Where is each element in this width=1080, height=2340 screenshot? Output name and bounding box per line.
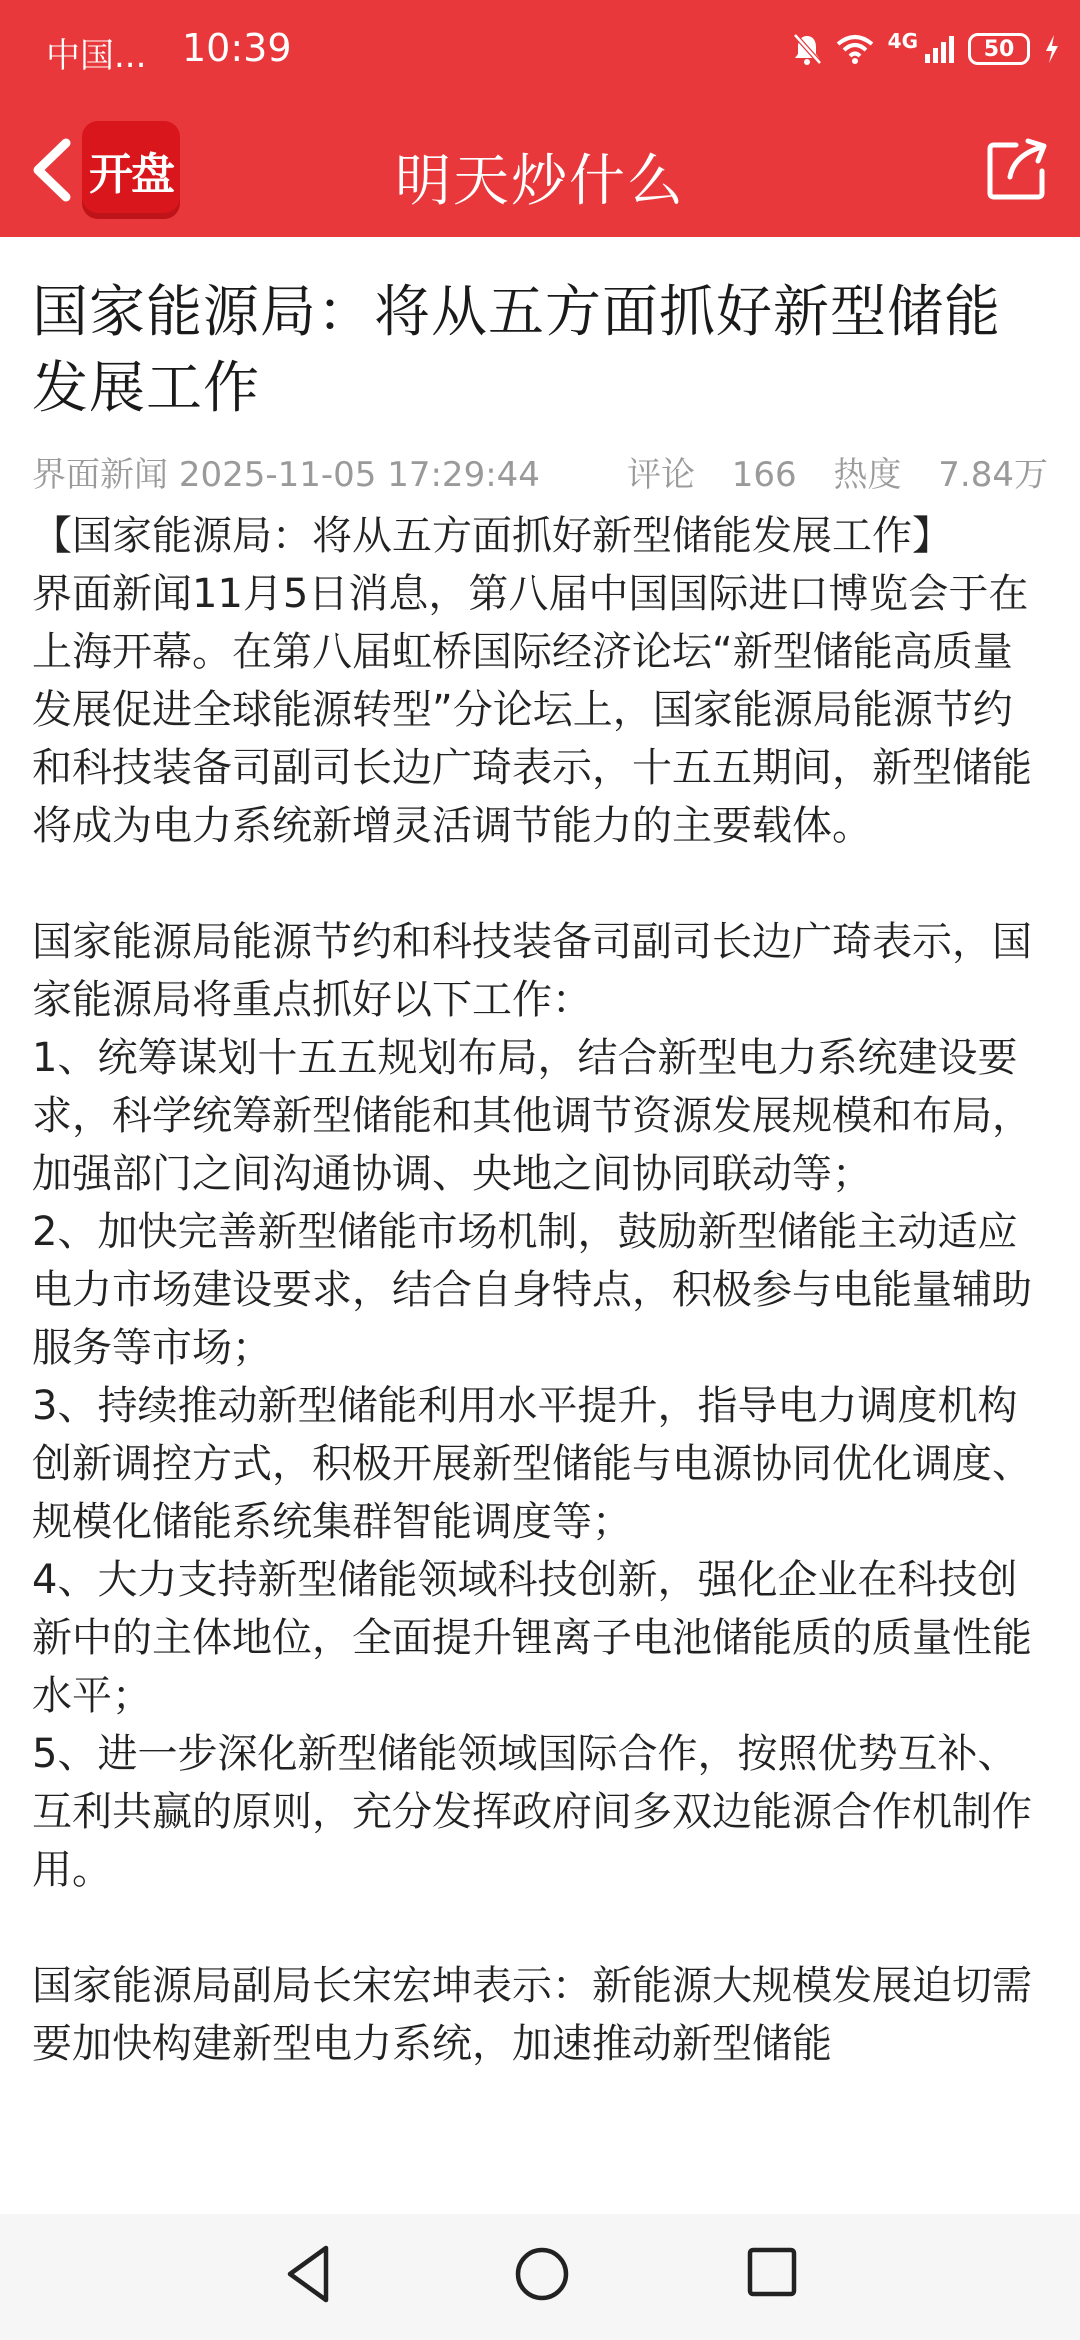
network-type-label: 4G <box>887 29 918 53</box>
article-paragraph: 2、加快完善新型储能市场机制，鼓励新型储能主动适应电力市场建设要求，结合自身特点，积极参与电能量辅助服务等市场； <box>32 1209 1032 1371</box>
mute-icon <box>792 32 822 66</box>
article-paragraph: 3、持续推动新型储能利用水平提升，指导电力调度机构创新调控方式，积极开展新型储能与电源协同优化调度、规模化储能系统集群智能调度等； <box>32 1383 1032 1545</box>
article-datetime: 2025-11-05 17:29:44 <box>178 454 540 495</box>
article-paragraph: 【国家能源局：将从五方面抓好新型储能发展工作】 <box>32 513 952 559</box>
logo-text: 开盘 <box>89 149 173 200</box>
paragraph-gap <box>32 1899 1048 1957</box>
heat-label: 热度 <box>833 454 902 495</box>
signal-icon <box>924 34 954 64</box>
app-header <box>0 105 1080 237</box>
article-paragraph: 国家能源局副局长宋宏坤表示：新能源大规模发展迫切需要加快构建新型电力系统，加速推动新型储能 <box>32 1963 1032 2067</box>
heat-number: 7.84万 <box>938 454 1048 495</box>
article-title: 国家能源局：将从五方面抓好新型储能发展工作 <box>32 280 1001 421</box>
nav-back-icon[interactable] <box>280 2242 340 2306</box>
article-meta <box>32 445 1048 497</box>
system-nav-bar <box>0 2214 1080 2340</box>
share-icon[interactable] <box>986 137 1050 201</box>
meta-right <box>627 447 1048 496</box>
article-source: 界面新闻 <box>32 454 168 495</box>
wifi-icon <box>836 34 874 64</box>
comments-value: 166 <box>731 454 797 495</box>
nav-home-icon[interactable] <box>512 2244 572 2304</box>
status-bar <box>0 0 1080 105</box>
article <box>32 237 1048 2214</box>
article-body <box>32 507 1048 2073</box>
article-paragraph: 5、进一步深化新型储能领域国际合作，按照优势互补、互利共赢的原则，充分发挥政府间多双边能源合作机制作用。 <box>32 1731 1032 1893</box>
meta-left <box>32 447 540 496</box>
paragraph-gap <box>32 855 1048 913</box>
nav-recent-icon[interactable] <box>746 2246 798 2298</box>
clock: 10:39 <box>182 26 292 70</box>
article-paragraph: 国家能源局能源节约和科技装备司副司长边广琦表示，国家能源局将重点抓好以下工作： <box>32 919 1032 1023</box>
charging-icon <box>1044 34 1060 64</box>
status-icons <box>792 26 1060 72</box>
article-paragraph: 1、统筹谋划十五五规划布局，结合新型电力系统建设要求，科学统筹新型储能和其他调节资源发展规模和布局，加强部门之间沟通协调、央地之间协同联动等； <box>32 1035 1032 1197</box>
heat-value <box>833 455 1048 495</box>
carrier-label: 中国... <box>46 36 147 76</box>
article-paragraph: 界面新闻11月5日消息，第八届中国国际进口博览会于在上海开幕。在第八届虹桥国际经济论坛“新型储能高质量发展促进全球能源转型”分论坛上，国家能源局能源节约和科技装备司副司长边广琦表示，十五五期间，新型储能将成为电力系统新增灵活调节能力的主要载体。 <box>32 571 1032 849</box>
article-paragraph: 4、大力支持新型储能领域科技创新，强化企业在科技创新中的主体地位，全面提升锂离子电池储能质的质量性能水平； <box>32 1557 1032 1719</box>
page-title: 明天炒什么 <box>395 149 685 214</box>
battery-icon: 50 <box>968 33 1030 65</box>
comments-count[interactable] <box>627 455 797 495</box>
comments-label: 评论 <box>626 454 695 495</box>
